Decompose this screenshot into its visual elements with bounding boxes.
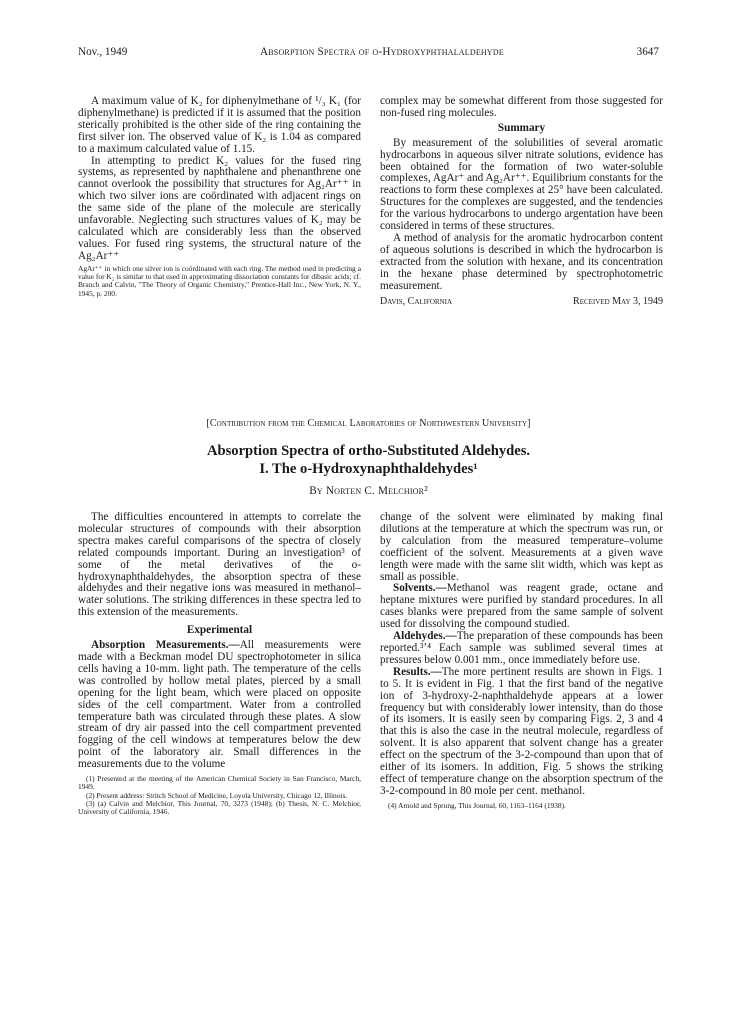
aldehydes-lead: Aldehydes.— <box>393 630 457 643</box>
absorption-paragraph <box>78 640 361 771</box>
summary-paragraph-1: By measurement of the solubilities of several aromatic hydrocarbons in aqueous silver nitrate solutions, evidence has been obtained for the formation of two water-soluble complexes, AgAr⁺ and Ag₂Ar⁺⁺. Equilibrium constants for the reactions to form these complexes at 25° have been calculated. Structures for the complexes are suggested, and the tendencies for the various hydrocarbons to undergo argentation have been considered in terms of these structures. <box>380 136 663 233</box>
bottom-right-column <box>380 512 663 810</box>
header-date: Nov., 1949 <box>78 46 128 58</box>
header-page-number: 3647 <box>636 46 659 58</box>
footnote-2: (2) Present address: Stritch School of Medicine, Loyola University, Chicago 12, Illinois. <box>86 790 348 800</box>
results-lead: Results.— <box>393 665 442 678</box>
solvents-text: Methanol was reagent grade, octane and heptane mixtures were purified by standard procedures. In all cases blanks were prepared from the same sample of solvent used for dissolving the compound studied. <box>380 582 663 631</box>
paragraph-k2-diphenylmethane: A maximum value of K₂ for diphenylmethane of ¹/₃ K₁ (for diphenylmethane) is predicted if it is assumed that the position sterically prohibited is the other side of the ring containing the first silver ion. The observed value of K₂ is 1.04 as compared to a maximum calculated value of 1.15. <box>78 95 361 155</box>
summary-heading: Summary <box>497 121 546 134</box>
solvents-lead: Solvents.— <box>393 582 447 595</box>
top-left-column <box>78 96 361 298</box>
summary-paragraph-2: A method of analysis for the aromatic hydrocarbon content of aqueous solutions is described in which the hydrocarbon is extracted from the solution with hexane, and its concentration in the hexane phase determined by spectrophotometric measurement. <box>380 231 663 292</box>
footnote-continuation: AgAr⁺⁺ in which one silver ion is coördinated with each ring. The method used in predicting a value for K₂ is similar to that used in approximating dissociation constants for dibasic acids; cf. Branch and Calvin, "The Theory of Organic Chemistry," Prentice-Hall Inc., New York, N. Y., 1945, p. 200. <box>78 263 361 298</box>
paragraph-complex-continuation: complex may be somewhat different from those suggested for non-fused ring molecules. <box>380 95 663 119</box>
paragraph-fused-ring: In attempting to predict K₂ values for the fused ring systems, as represented by naphthalene and phenanthrene one cannot overlook the possibility that structures for Ag₂Ar⁺⁺ in which two silver ions are coördinated with adjacent rings on the same side of the plane of the molecule are sterically unfavorable. Neglecting such structures values of K₂ may be calculated which are considerably less than the observed values. For fused ring systems, the structural nature of the Ag₂Ar⁺⁺ <box>78 154 361 262</box>
solvents-paragraph <box>380 583 663 631</box>
article-title-line-1: Absorption Spectra of ortho-Substituted Aldehydes. <box>206 443 531 459</box>
running-header <box>78 46 659 62</box>
footnote-3: (3) (a) Calvin and Melchior, This Journal, 70, 3273 (1948); (b) Thesis, N. C. Melchior, University of California, 1946. <box>78 798 361 817</box>
article-title-line-2: I. The o-Hydroxynaphthaldehydes¹ <box>259 460 478 477</box>
intro-paragraph: The difficulties encountered in attempts to correlate the molecular structures of compounds with their absorption spectra makes careful comparisons of the spectra of closely related compounds important. During an investigation³ of some of the metal derivatives of the o-hydroxynaphthaldehydes, the absorption spectra of these aldehydes and their negative ions was measured in methanol–water solutions. The striking differences in these spectra led to this extension of the measurements. <box>78 511 361 619</box>
absorption-lead: Absorption Measurements.— <box>91 639 240 652</box>
footnotes-left <box>78 775 361 816</box>
solvent-change-continuation: change of the solvent were eliminated by making final dilutions at the temperature at which the spectrum was run, or by calculation from the measured temperature–volume coefficient of the solvent. Measurements at a given wave length were made with the same slit width, which was kept as small as possible. <box>380 511 663 583</box>
article-title <box>78 443 659 478</box>
location: Davis, California <box>380 295 453 307</box>
footnotes-right <box>380 802 663 810</box>
received-date: Received May 3, 1949 <box>573 295 663 307</box>
header-title: Absorption Spectra of o-Hydroxyphthalaldehyde <box>259 46 504 58</box>
aldehydes-text: The preparation of these compounds has been reported.³ʼ⁴ Each sample was sublimed several times at pressures below 0.001 mm., once immediately before use. <box>380 630 663 666</box>
contribution-line: [Contribution from the Chemical Laboratories of Northwestern University] <box>206 418 531 429</box>
byline: By Norten C. Melchior² <box>309 485 428 497</box>
bottom-left-column <box>78 512 361 817</box>
footnote-4: (4) Arnold and Sprung, This Journal, 60, 1163–1164 (1938). <box>388 800 566 810</box>
aldehydes-paragraph <box>380 631 663 667</box>
experimental-heading: Experimental <box>186 624 253 637</box>
results-text: The more pertinent results are shown in Figs. 1 to 5. It is evident in Fig. 1 that the first band of the negative ion of 3-hydroxy-2-naphthaldehyde appears at a lower frequency but with considerably lower intensity, than do those of its isomers. It is easily seen by comparing Figs. 2, 3 and 4 that this is also the case in the neutral molecule, regardless of solvent. It is also apparent that solvent change has a greater effect on the spectrum of the 3-2-compound than upon that of either of its isomers. In addition, Fig. 5 shows the striking effect of temperature change on the absorption spectrum of the 3-2-compound in 80 mole per cent. methanol. <box>380 665 663 797</box>
signoff-line <box>380 296 663 308</box>
absorption-text: All measurements were made with a Beckman model DU spectrophotometer in silica cells having a 10-mm. light path. The temperature of the cells was controlled by hollow metal plates, pierced by a small opening for the light beam, which were placed on opposite sides of the cell compartment. Water from a controlled temperature bath was circulated through these plates. A slow stream of dry air passed into the cell compartment prevented fogging of the cell windows at temperatures below the dew point of the laboratory air. Small differences in the measurements due to the volume <box>78 639 361 771</box>
results-paragraph <box>380 667 663 798</box>
top-right-column <box>380 96 663 307</box>
footnote-1: (1) Presented at the meeting of the American Chemical Society in San Francisco, March, 1949. <box>78 774 361 792</box>
